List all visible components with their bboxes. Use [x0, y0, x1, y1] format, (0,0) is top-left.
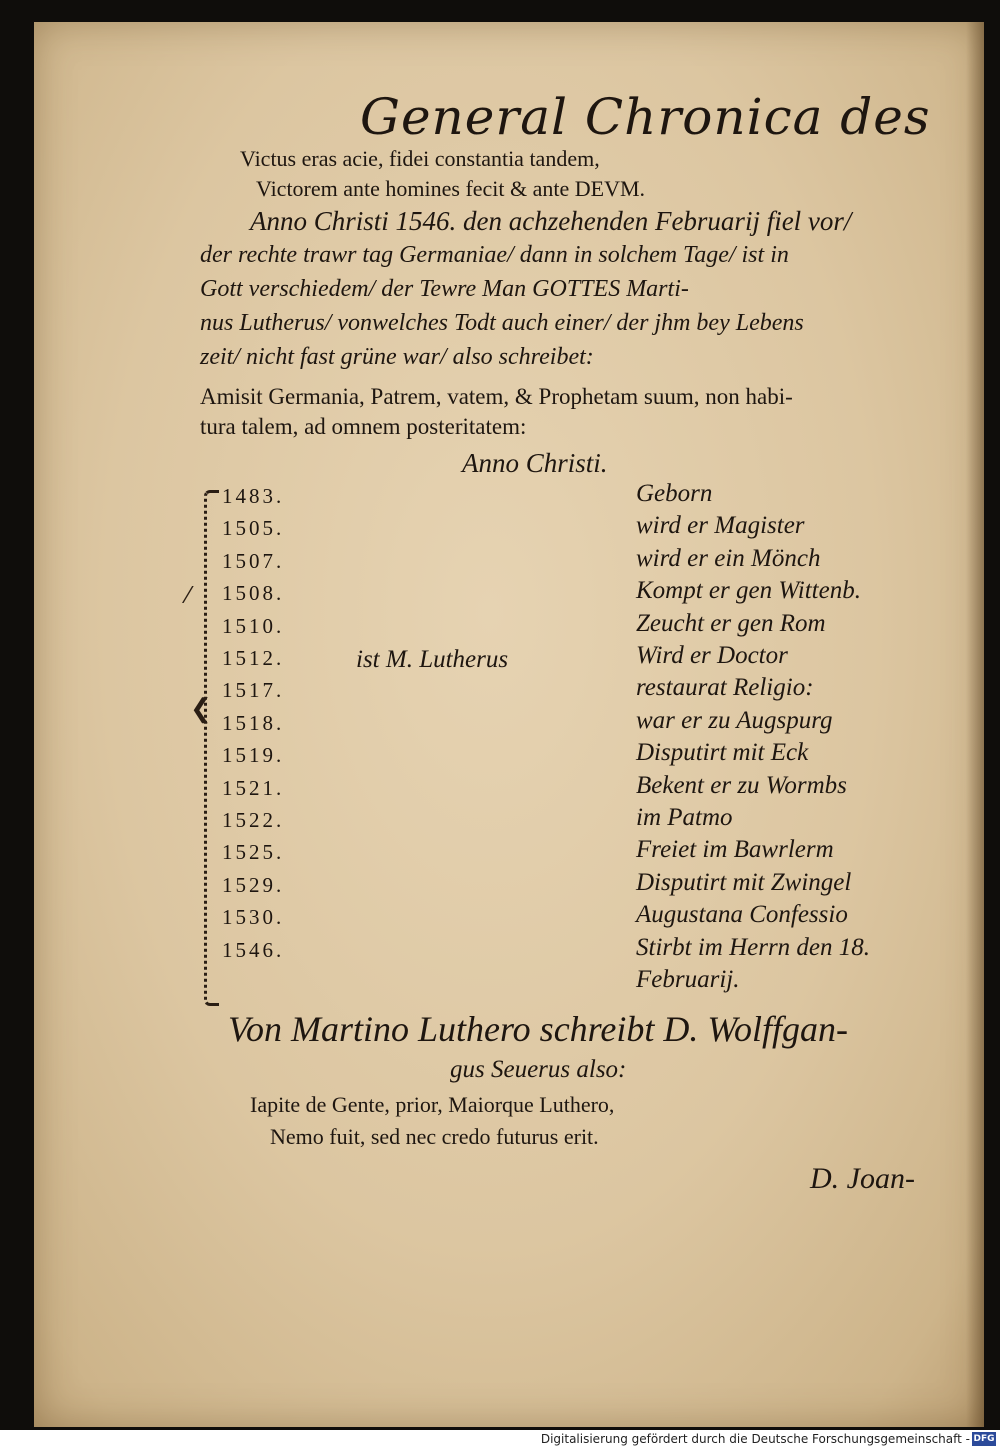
timeline-event: Disputirt mit Eck [636, 739, 809, 766]
verse-line-1: Iapite de Gente, prior, Maiorque Luthero, [250, 1092, 615, 1117]
timeline-event: restaurat Religio: [636, 674, 814, 701]
latin-quote-line-2: tura talem, ad omnem posteritatem: [200, 414, 527, 439]
timeline-year: 1529. [222, 873, 285, 897]
footer-credit: Digitalisierung gefördert durch die Deutsche Forschungsgemeinschaft - [540, 1432, 970, 1446]
timeline-event: Zeucht er gen Rom [636, 610, 826, 637]
timeline-year: 1512. [222, 646, 285, 670]
page-edge-shadow [966, 22, 984, 1427]
timeline-event: Stirbt im Herrn den 18. [636, 934, 871, 961]
timeline-center-label: ist M. Lutherus [356, 646, 509, 673]
timeline-year: 1530. [222, 905, 285, 929]
wolffgang-heading-line-2: gus Seuerus also: [450, 1056, 627, 1083]
timeline-event: im Patmo [636, 804, 733, 831]
timeline-year: 1483. [222, 484, 285, 508]
timeline-year: 1546. [222, 938, 285, 962]
paragraph-line-1: Anno Christi 1546. den achzehenden Februarij fiel vor/ [250, 206, 852, 236]
timeline-year: 1522. [222, 808, 285, 832]
timeline-event: Februarij. [636, 966, 740, 993]
timeline-year: 1518. [222, 711, 285, 735]
timeline-year: 1525. [222, 840, 285, 864]
timeline-event: wird er Magister [636, 512, 805, 539]
timeline-event: Wird er Doctor [636, 642, 788, 669]
timeline-event: Disputirt mit Zwingel [636, 869, 852, 896]
timeline-year: 1507. [222, 549, 285, 573]
paragraph-line-3: Gott verschiedem/ der Tewre Man GOTTES Marti- [200, 276, 689, 302]
catchword: D. Joan- [810, 1162, 915, 1195]
timeline-event: wird er ein Mönch [636, 545, 821, 572]
paragraph-line-2: der rechte trawr tag Germaniae/ dann in solchem Tage/ ist in [200, 242, 789, 268]
margin-mark: ⁄ [186, 584, 190, 609]
timeline-year: 1521. [222, 776, 285, 800]
timeline-year: 1505. [222, 516, 285, 540]
anno-christi-heading: Anno Christi. [462, 448, 608, 478]
timeline-event: Freiet im Bawrlerm [636, 836, 834, 863]
page-title: General Chronica des [360, 88, 931, 146]
timeline-event: Augustana Confessio [636, 901, 848, 928]
book-page [34, 22, 984, 1427]
verse-line-2: Nemo fuit, sed nec credo futurus erit. [270, 1124, 599, 1149]
timeline-year: 1510. [222, 614, 285, 638]
timeline-year: 1517. [222, 678, 285, 702]
timeline-year: 1519. [222, 743, 285, 767]
timeline-bracket [204, 490, 219, 1006]
latin-quote-line-1: Amisit Germania, Patrem, vatem, & Prophetam suum, non habi- [200, 384, 793, 409]
timeline-event: Geborn [636, 480, 713, 507]
paragraph-line-4: nus Lutherus/ vonwelches Todt auch einer/ der jhm bey Lebens [200, 310, 804, 336]
paragraph-line-5: zeit/ nicht fast grüne war/ also schreibet: [200, 344, 594, 370]
timeline-event: Bekent er zu Wormbs [636, 772, 847, 799]
timeline-event: Kompt er gen Wittenb. [636, 577, 861, 604]
wolffgang-heading-line-1: Von Martino Luthero schreibt D. Wolffgan- [228, 1009, 848, 1049]
bracket-notch: ❮ [190, 694, 212, 724]
timeline-year: 1508. [222, 581, 285, 605]
dfg-logo: DFG [973, 1434, 995, 1444]
timeline-event: war er zu Augspurg [636, 707, 833, 734]
motto-line-1: Victus eras acie, fidei constantia tandem, [240, 146, 600, 171]
motto-line-2: Victorem ante homines fecit & ante DEVM. [256, 176, 646, 201]
